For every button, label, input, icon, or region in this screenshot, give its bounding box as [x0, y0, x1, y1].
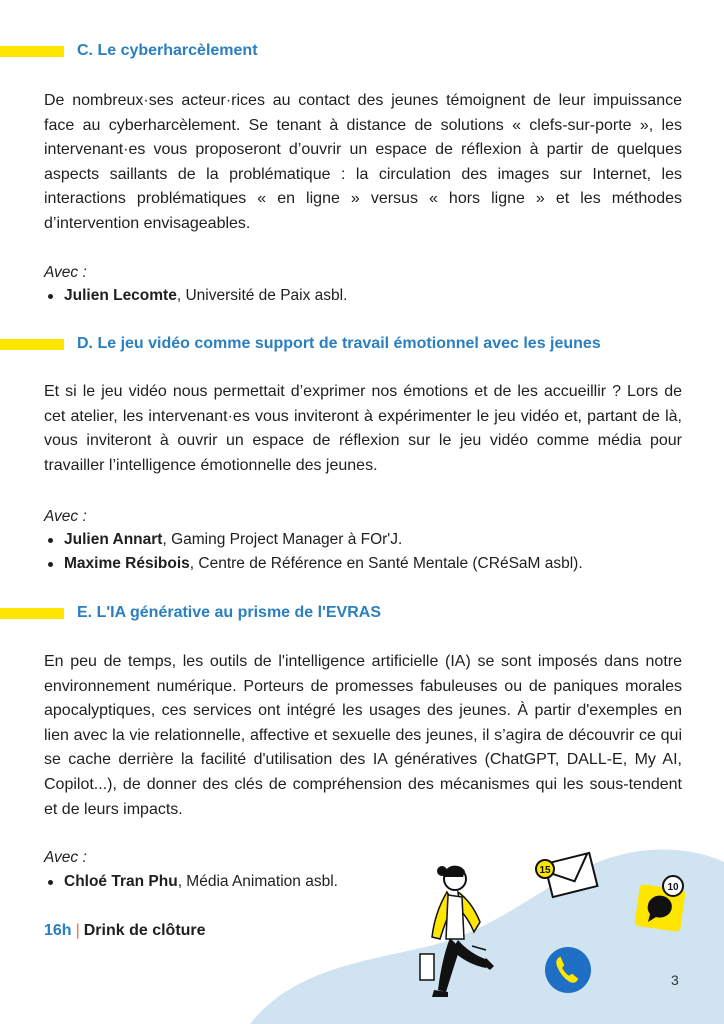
chat-badge-count: 10: [667, 882, 679, 893]
closing-time: 16h: [44, 922, 72, 939]
closing-line: [44, 920, 206, 942]
speaker-list: [44, 870, 338, 894]
section-title: C. Le cyberharcèlement: [77, 42, 258, 59]
section-marker: [0, 339, 64, 350]
section-paragraph: Et si le jeu vidéo nous permettait d’exprimer nos émotions et de les accueillir ? Lors de cet atelier, les intervenant·es vous inviteront à expérimenter le jeu vidéo et, partant de là, vous inviteront à ouvrir un espace de réflexion sur le jeu vidéo comme média pour travailler l’intelligence émotionnelle des jeunes.: [44, 383, 682, 474]
page-number: 3: [671, 972, 679, 988]
speaker-affiliation: , Centre de Référence en Santé Mentale (CRéSaM asbl).: [189, 555, 583, 572]
avec-label: Avec :: [44, 264, 87, 281]
avec-label: Avec :: [44, 508, 87, 525]
speaker-name: Chloé Tran Phu: [64, 873, 178, 890]
section-marker: [0, 46, 64, 57]
section-c-header: [0, 40, 700, 64]
section-marker: [0, 608, 64, 619]
section-title: E. L'IA générative au prisme de l'EVRAS: [77, 604, 381, 621]
closing-separator: |: [75, 922, 80, 939]
section-title: D. Le jeu vidéo comme support de travail émotionnel avec les jeunes: [77, 335, 601, 352]
avec-label: Avec :: [44, 849, 87, 866]
list-item: [44, 528, 583, 552]
speaker-affiliation: , Université de Paix asbl.: [176, 287, 348, 304]
section-d-header: [0, 333, 700, 357]
phone-icon: [545, 947, 591, 993]
list-item: [44, 552, 583, 576]
speaker-affiliation: , Gaming Project Manager à FOr'J.: [162, 531, 403, 548]
closing-label: Drink de clôture: [83, 922, 206, 939]
speaker-name: Julien Annart: [64, 531, 163, 548]
speaker-list: [44, 528, 583, 576]
section-paragraph: En peu de temps, les outils de l'intelligence artificielle (IA) se sont imposés dans notre environnement numérique. Porteurs de promesses fabuleuses ou de paniques morales apocalyptiques, ces services ont intégré les usages des jeunes. À partir d'exemples en lien avec la vie relationnelle, affective et sexuelle des jeunes, il s’agira de découvrir ce qui se cache derrière la facilité d'utilisation des IA génératives (ChatGPT, DALL-E, My AI, Copilot...), de donner des clés de compréhension des mécanismes qui les sous-tendent et de leurs impacts.: [44, 653, 682, 818]
speaker-list: [44, 284, 347, 308]
speaker-name: Maxime Résibois: [64, 555, 190, 572]
list-item: [44, 870, 338, 894]
section-paragraph: De nombreux·ses acteur·rices au contact des jeunes témoignent de leur impuissance face au cyberharcèlement. Se tenant à distance de solutions « clefs-sur-porte », les intervenant·es vous proposeront d’ouvrir un espace de réflexion à partir de quelques aspects saillants de la problématique : la circulation des images sur Internet, les interactions problématiques « en ligne » versus « hors ligne » et les méthodes d’intervention envisageables.: [44, 92, 682, 232]
section-e-header: [0, 602, 700, 626]
speaker-name: Julien Lecomte: [64, 287, 177, 304]
list-item: [44, 284, 347, 308]
mail-badge-count: 15: [539, 865, 551, 876]
speaker-affiliation: , Média Animation asbl.: [177, 873, 338, 890]
